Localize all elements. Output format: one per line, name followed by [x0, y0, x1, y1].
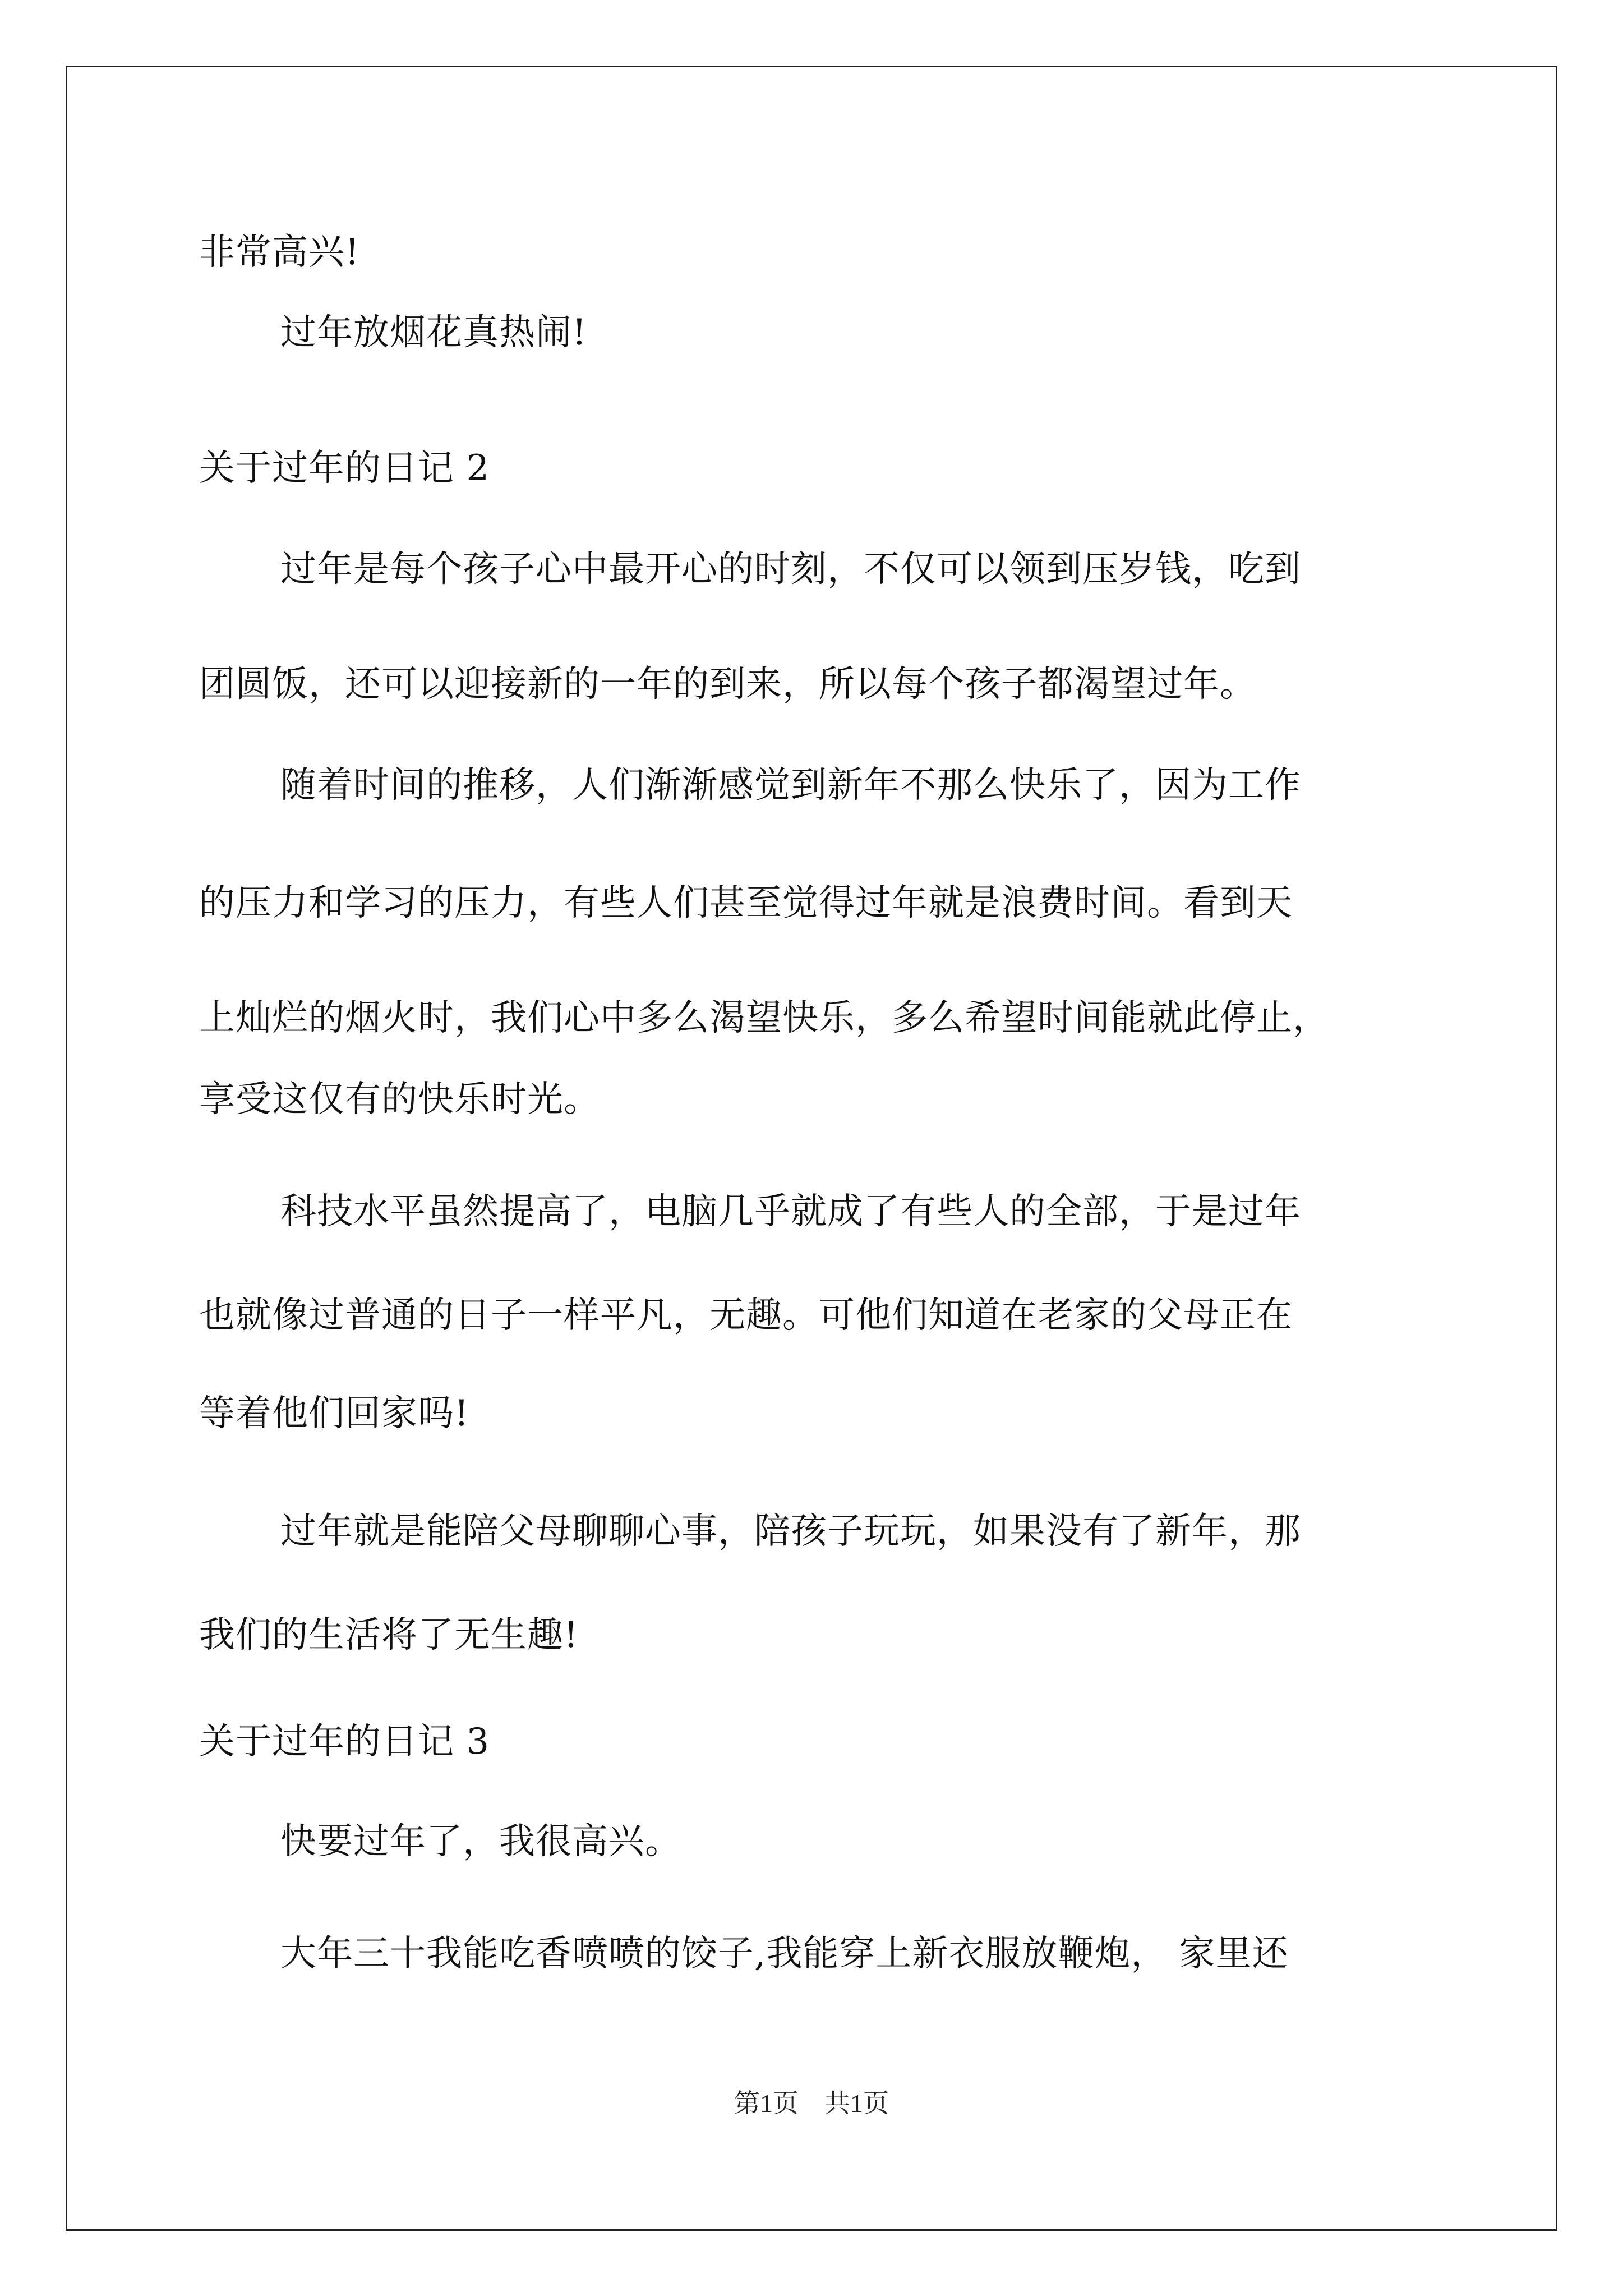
text-line: 过年放烟花真热闹!: [280, 312, 587, 353]
text-line: 享受这仅有的快乐时光。: [199, 1079, 600, 1120]
page-number-footer: 第1页 共1页: [734, 2089, 889, 2118]
text-line: 过年就是能陪父母聊聊心事，陪孩子玩玩，如果没有了新年，那: [280, 1511, 1301, 1552]
text-line: 上灿烂的烟火时，我们心中多么渴望快乐，多么希望时间能就此停止，: [199, 997, 1329, 1039]
text-line: 我们的生活将了无生趣!: [199, 1614, 579, 1656]
section-heading: 关于过年的日记 2: [199, 448, 490, 489]
text-line: 随着时间的推移，人们渐渐感觉到新年不那么快乐了，因为工作: [280, 765, 1301, 806]
text-line: 的压力和学习的压力，有些人们甚至觉得过年就是浪费时间。看到天: [199, 882, 1293, 924]
text-line: 非常高兴!: [199, 232, 360, 273]
text-line: 过年是每个孩子心中最开心的时刻，不仅可以领到压岁钱，吃到: [280, 549, 1301, 590]
text-line: 等着他们回家吗!: [199, 1393, 469, 1434]
section-heading: 关于过年的日记 3: [199, 1721, 490, 1763]
text-line: 大年三十我能吃香喷喷的饺子,我能穿上新衣服放鞭炮， 家里还: [280, 1933, 1289, 1975]
text-line: 也就像过普通的日子一样平凡，无趣。可他们知道在老家的父母正在: [199, 1295, 1293, 1336]
text-line: 快要过年了，我很高兴。: [280, 1821, 681, 1862]
text-line: 团圆饭，还可以迎接新的一年的到来，所以每个孩子都渴望过年。: [199, 664, 1256, 705]
page-border: [66, 66, 1557, 2231]
text-line: 科技水平虽然提高了，电脑几乎就成了有些人的全部，于是过年: [280, 1191, 1301, 1232]
